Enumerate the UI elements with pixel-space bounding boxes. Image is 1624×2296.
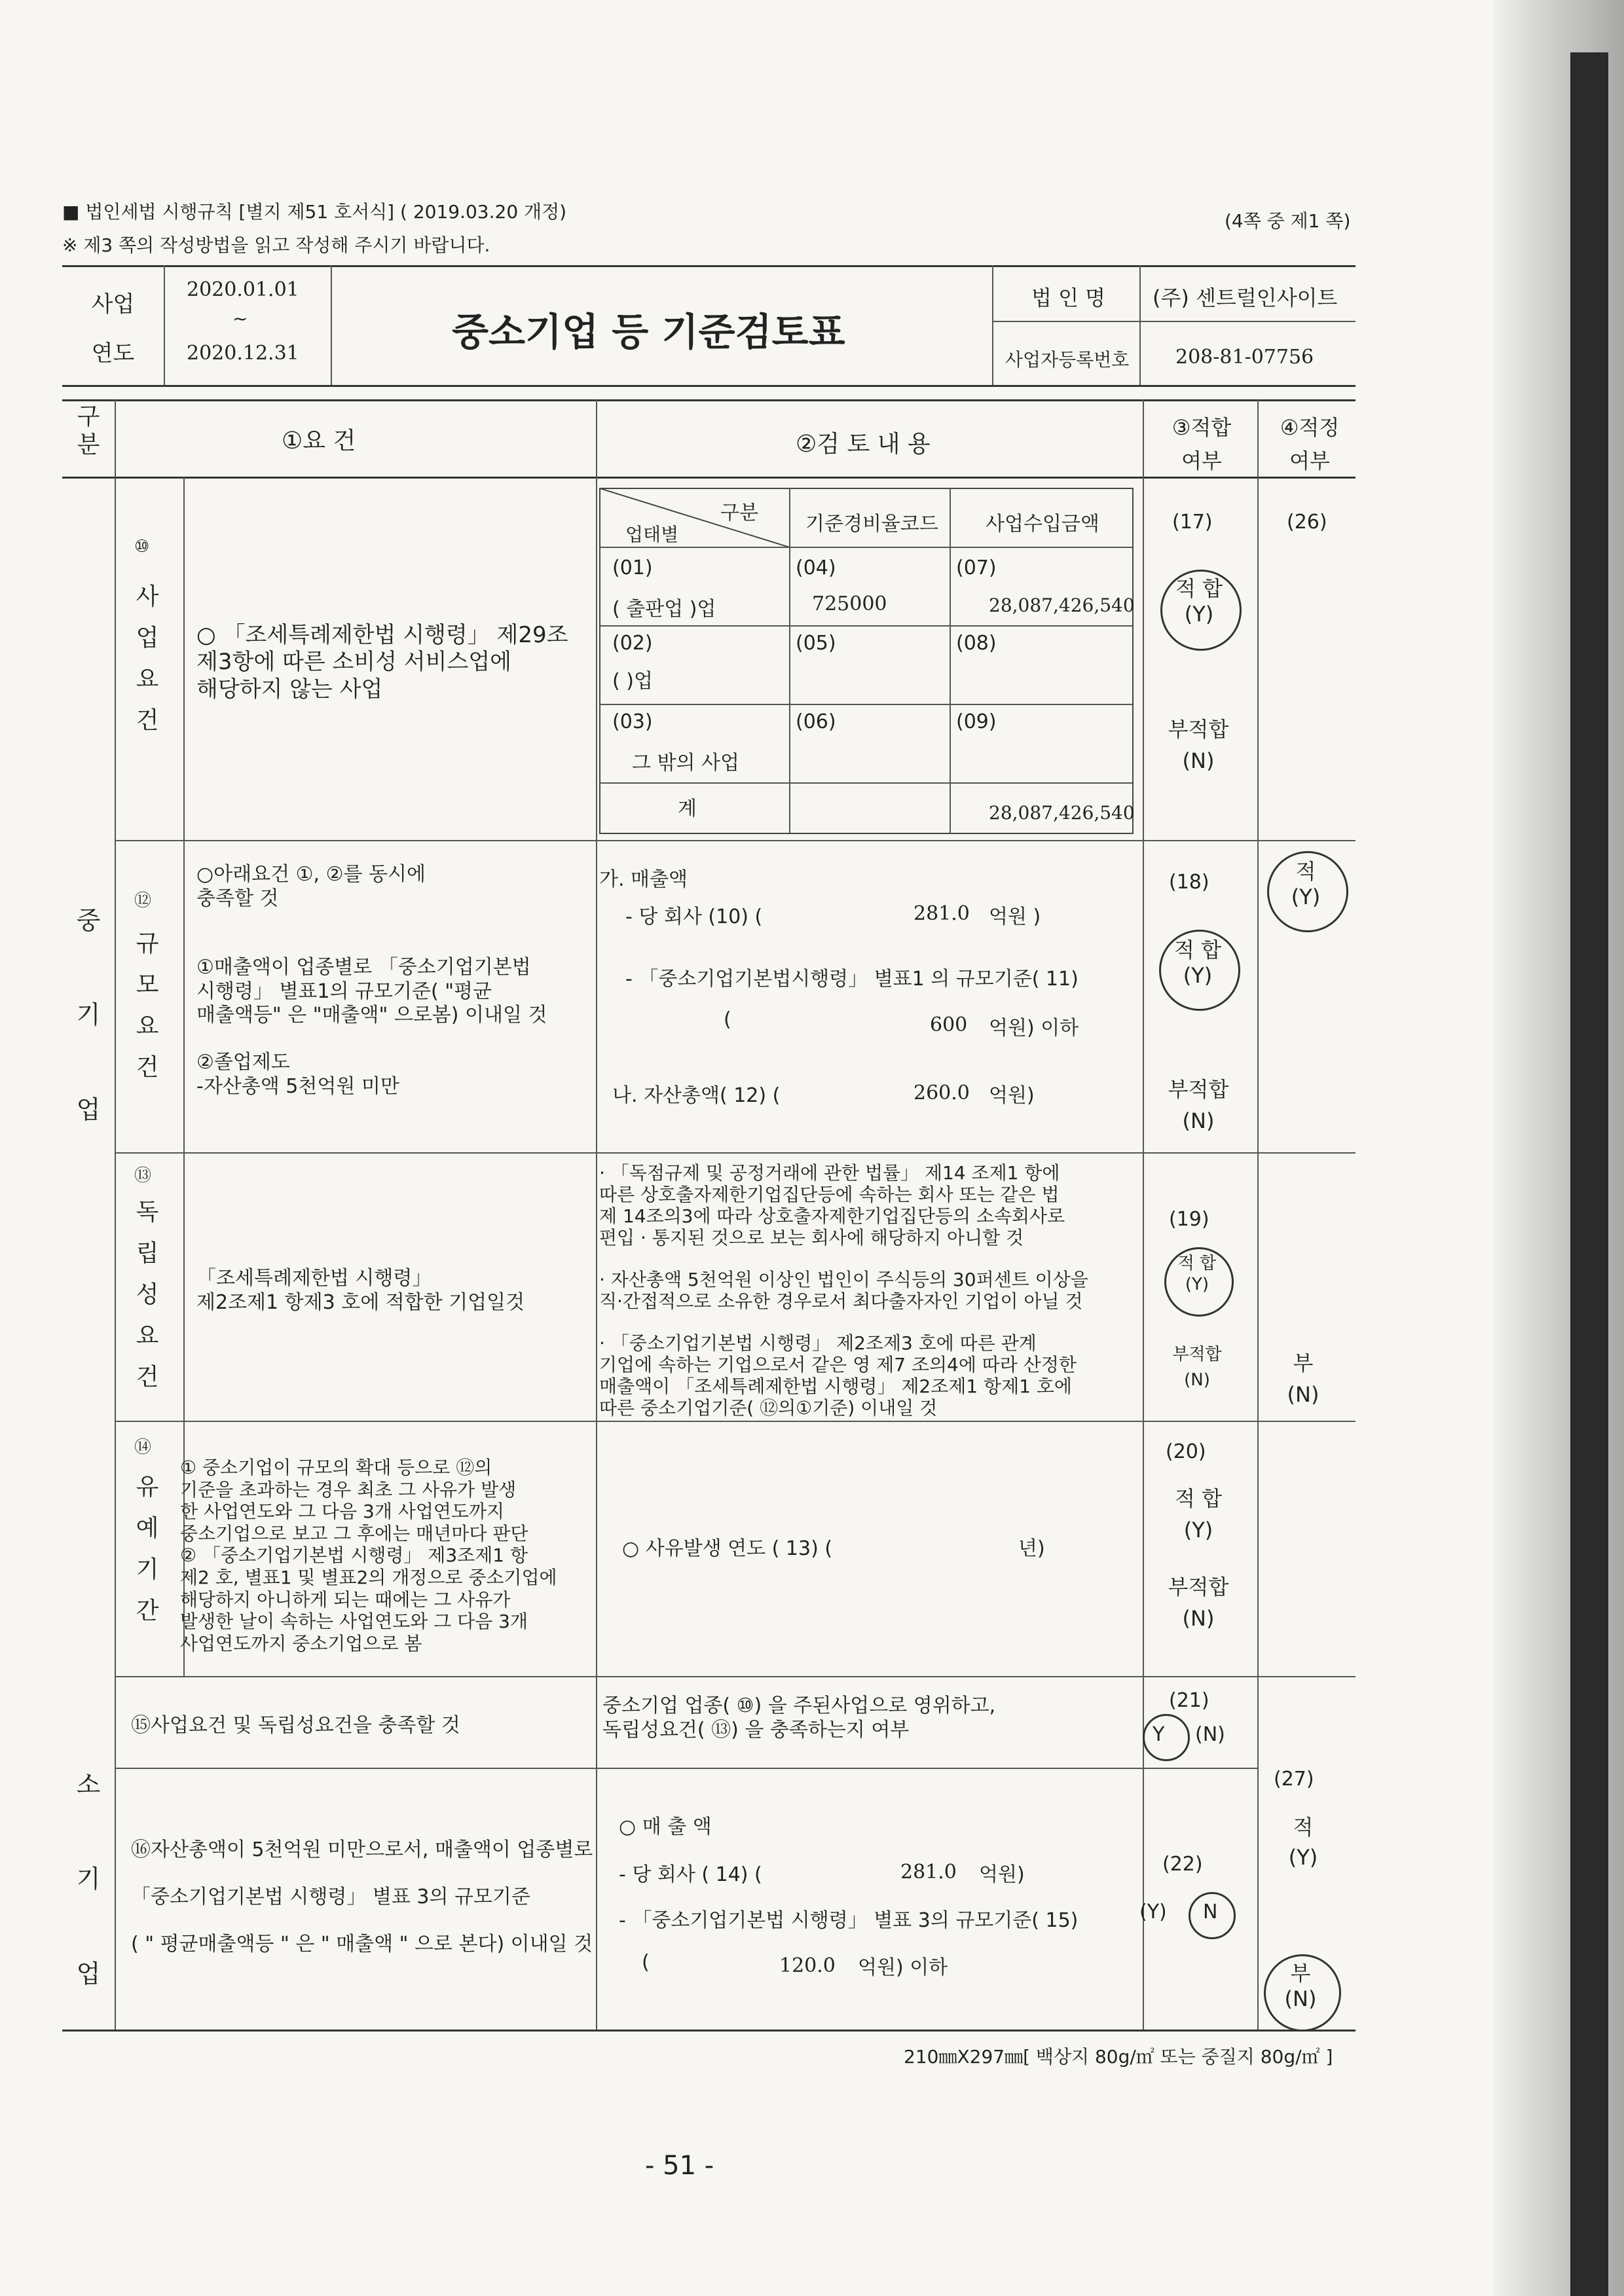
section-small: 소 기 업 [76, 1770, 101, 1988]
rule [992, 265, 993, 385]
independence-item2: · 자산총액 5천억원 이상인 법인이 주식등의 30퍼센트 이상을 직·간접적으로 소유한 경우로서 최다출자자인 기업이 아닐 것 [599, 1269, 1088, 1313]
rule [115, 1768, 1257, 1769]
scale-review-a: 가. 매출액 [599, 868, 688, 891]
rule [115, 1421, 1356, 1422]
independence-fit-yes: 적 합 (Y) [1177, 1254, 1217, 1294]
small-fit106-y: (Y) [1139, 1901, 1167, 1923]
scale-fit-no: (18) [1169, 871, 1209, 894]
small-review106-a-label: - 당 회사 ( 14) ( [619, 1863, 762, 1886]
scale-a1-unit: 억원 ) [989, 905, 1041, 928]
business-label: 사 업 요 건 [136, 583, 159, 734]
rule [164, 265, 165, 385]
business-requirement: ○ 「조세특례제한법 시행령」 제29조 제3항에 따른 소비성 서비스업에 해당하지 않는 사업 [196, 622, 568, 702]
small-review106-b-value: 120.0 [779, 1954, 836, 1977]
rule [1139, 265, 1141, 385]
biz-no: 208-81-07756 [1175, 346, 1314, 369]
selected-mark [1143, 1714, 1190, 1761]
small-review106-a-value: 281.0 [900, 1861, 957, 1884]
small-fit105-y: Y [1153, 1723, 1165, 1746]
table-head-gubun: 구분 [720, 501, 758, 524]
scale-a2-value: 600 [930, 1013, 968, 1036]
independence-code: ⑬ [134, 1166, 152, 1186]
small-proper-result: 부 (N) [1284, 1961, 1317, 2012]
rule [596, 399, 597, 2030]
scale-req1: ①매출액이 업종별로 「중소기업기본법 시행령」 별표1의 규모기준( "평균 매출액등" 은 "매출액" 으로봄) 이내일 것 [196, 956, 547, 1027]
grace-review-label: ○ 사유발생 연도 ( 13) ( [622, 1537, 833, 1560]
table-head-code: 기준경비율코드 [805, 513, 938, 536]
rule [115, 840, 1356, 841]
grace-fit-no: (20) [1166, 1440, 1206, 1463]
small-review106-a-unit: 억원) [979, 1863, 1025, 1886]
row1-col3-no: (07) [956, 556, 997, 579]
small-req106: ⑯자산총액이 5천억원 미만으로서, 매출액이 업종별로 「중소기업기본법 시행령」 별표 3의 규모기준 ( " 평균매출액등 " 은 " 매출액 " 으로 본다) 이내일 것 [131, 1838, 593, 1956]
small-fit105-no: (21) [1169, 1689, 1209, 1712]
scale-intro: ○아래요건 ①, ②를 동시에 충족할 것 [196, 863, 426, 910]
year-to: 2020.12.31 [187, 342, 299, 365]
rule [62, 265, 1356, 267]
col-requirement: ①요 건 [282, 428, 356, 454]
rule [992, 321, 1356, 322]
rule [789, 488, 790, 833]
row1-amount: 28,087,426,540 [989, 594, 1135, 616]
section-sme: 중 기 업 [76, 906, 101, 1124]
row2-industry: ( )업 [612, 670, 653, 693]
row1-col2-no: (04) [796, 556, 836, 579]
table-head-industry: 업태별 [625, 524, 679, 545]
scale-b-value: 260.0 [913, 1082, 970, 1104]
business-fit-no: (17) [1172, 511, 1213, 534]
scale-a1-value: 281.0 [913, 902, 970, 925]
rule [62, 2030, 1356, 2032]
biz-no-label: 사업자등록번호 [1005, 349, 1130, 371]
scale-b-unit: 억원) [989, 1084, 1035, 1107]
corp-name: (주) 센트럴인사이트 [1153, 285, 1338, 310]
col-category: 구 분 [77, 403, 100, 459]
grace-review-unit: 년) [1018, 1537, 1045, 1560]
small-review105: 중소기업 업종( ⑩) 을 주된사업으로 영위하고, 독립성요건( ⑬) 을 충족하는지 여부 [602, 1694, 996, 1741]
row2-col3-no: (08) [956, 632, 997, 655]
independence-item1: · 「독점규제 및 공정거래에 관한 법률」 제14 조제1 항에 따른 상호출자제한기업집단등에 속하는 회사 또는 같은 법 제 14조의3에 따라 상호출자제한기업집단등의 소속회사로 편입 · 통지된 것으로 보는 회사에 해당하지 아니할 것 [599, 1162, 1065, 1249]
grace-label: 유 예 기 간 [136, 1474, 159, 1624]
scale-req2: ②졸업제도 -자산총액 5천억원 미만 [196, 1051, 399, 1098]
small-proper-yes: 적 (Y) [1288, 1815, 1318, 1870]
corp-name-label: 법 인 명 [1031, 285, 1106, 310]
row2-col1-no: (02) [612, 632, 653, 655]
independence-item3: · 「중소기업기본법 시행령」 제2조제3 호에 따른 관계 기업에 속하는 기업으로서 같은 영 제7 조의4에 따라 산정한 매출액이 「조세특례제한법 시행령」 제2조제1 항제1 호에 따른 중소기업기준( ⑫의①기준) 이내일 것 [599, 1332, 1077, 1419]
rule [62, 399, 1356, 401]
grace-code: ⑭ [134, 1438, 152, 1457]
scale-a2-label: - 「중소기업기본법시행령」 별표1 의 규모기준( 11) [625, 968, 1079, 991]
rule [1143, 399, 1144, 2030]
row2-col2-no: (05) [796, 632, 836, 655]
independence-fit-no: (19) [1169, 1208, 1209, 1231]
year-separator: ~ [232, 308, 248, 329]
rule [62, 385, 1356, 387]
small-review106-head: ○ 매 출 액 [619, 1815, 712, 1838]
scale-a1-label: - 당 회사 (10) ( [625, 905, 763, 928]
year-label: 사업 연도 [91, 291, 135, 367]
rule [115, 1152, 1356, 1154]
business-fit-yes: 적 합 (Y) [1175, 576, 1223, 627]
rule [950, 488, 951, 833]
row1-code: 725000 [812, 592, 887, 615]
scale-b-label: 나. 자산총액( 12) ( [612, 1084, 781, 1107]
year-from: 2020.01.01 [187, 278, 299, 301]
col-fit: ③적합 여부 [1172, 415, 1232, 474]
col-review: ②검 토 내 용 [796, 431, 931, 458]
small-proper-no: (27) [1274, 1768, 1314, 1791]
row3-col2-no: (06) [796, 710, 836, 733]
form-reference: ■ 법인세법 시행규칙 [별지 제51 호서식] ( 2019.03.20 개정) [62, 201, 567, 223]
business-code: ⑩ [134, 537, 150, 556]
rule [1257, 399, 1259, 2030]
table-head-amount: 사업수입금액 [986, 513, 1099, 536]
small-fit105-n: (N) [1195, 1723, 1225, 1746]
rule [599, 547, 1132, 548]
total-label: 계 [678, 797, 697, 820]
small-review106-b-open: ( [642, 1951, 650, 1974]
total-amount: 28,087,426,540 [989, 802, 1135, 824]
scale-fit-no-label: 부적합 (N) [1168, 1077, 1229, 1133]
small-review106-b-unit: 억원) 이하 [858, 1956, 948, 1979]
rule [599, 625, 1132, 627]
paper-spec: 210㎜X297㎜[ 백상지 80g/㎡ 또는 중질지 80g/㎡ ] [904, 2046, 1333, 2068]
independence-proper-no: 부 (N) [1287, 1351, 1320, 1407]
scale-a2-open: ( [724, 1008, 731, 1031]
scale-label: 규 모 요 건 [136, 930, 159, 1081]
small-req105: ⑮사업요건 및 독립성요건을 충족할 것 [131, 1714, 460, 1737]
scan-edge-bar [1570, 52, 1608, 2296]
col-proper: ④적정 여부 [1280, 415, 1340, 474]
independence-fit-no-label: 부적합 (N) [1172, 1345, 1222, 1390]
row3-col1-no: (03) [612, 710, 653, 733]
grace-fit-yes: 적 합 (Y) [1175, 1486, 1222, 1542]
independence-label: 독 립 성 요 건 [136, 1199, 159, 1391]
scale-code: ⑫ [134, 891, 152, 911]
scale-proper-yes: 적 (Y) [1291, 859, 1321, 910]
independence-requirement: 「조세특례제한법 시행령」 제2조제1 항제3 호에 적합한 기업일것 [196, 1267, 525, 1314]
grace-requirement: ① 중소기업이 규모의 확대 등으로 ⑫의 기준을 초과하는 경우 최초 그 사유가 발생 한 사업연도와 그 다음 3개 사업연도까지 중소기업으로 보고 그 후에는 매년마다 판단 ② 「중소기업기본법 시행령」 제3조제1 항 제2 호, 별표1 및 별표2의 개정으로 중소기업에 해당하지 아니하게 되는 때에는 그 사유가 발생한 날이 속하는 사업연도와 그 다음 3개 사업연도까지 중소기업으로 봄 [180, 1457, 557, 1654]
grace-fit-no-label: 부적합 (N) [1168, 1575, 1229, 1631]
form-title: 중소기업 등 기준검토표 [452, 310, 845, 354]
scale-fit-yes: 적 합 (Y) [1174, 938, 1221, 989]
instruction-note: ※ 제3 쪽의 작성방법을 읽고 작성해 주시기 바랍니다. [62, 234, 490, 256]
business-fit-no-label: 부적합 (N) [1168, 717, 1229, 773]
business-proper-no: (26) [1287, 511, 1327, 534]
row1-industry: ( 출판업 )업 [612, 598, 716, 621]
small-review106-b-label: - 「중소기업기본법 시행령」 별표 3의 규모기준( 15) [619, 1909, 1079, 1932]
rule [599, 782, 1132, 784]
row3-col3-no: (09) [956, 710, 997, 733]
small-fit106-n: N [1203, 1901, 1218, 1923]
rule [599, 704, 1132, 705]
scale-a2-unit: 억원) 이하 [989, 1017, 1079, 1040]
row3-industry: 그 밖의 사업 [632, 752, 739, 774]
row1-col1-no: (01) [612, 556, 653, 579]
page-indicator: (4쪽 중 제1 쪽) [1225, 210, 1351, 232]
page-number: - 51 - [645, 2151, 714, 2181]
rule [115, 399, 116, 2030]
rule [115, 1676, 1356, 1677]
rule [331, 265, 332, 385]
small-fit106-no: (22) [1162, 1853, 1203, 1876]
